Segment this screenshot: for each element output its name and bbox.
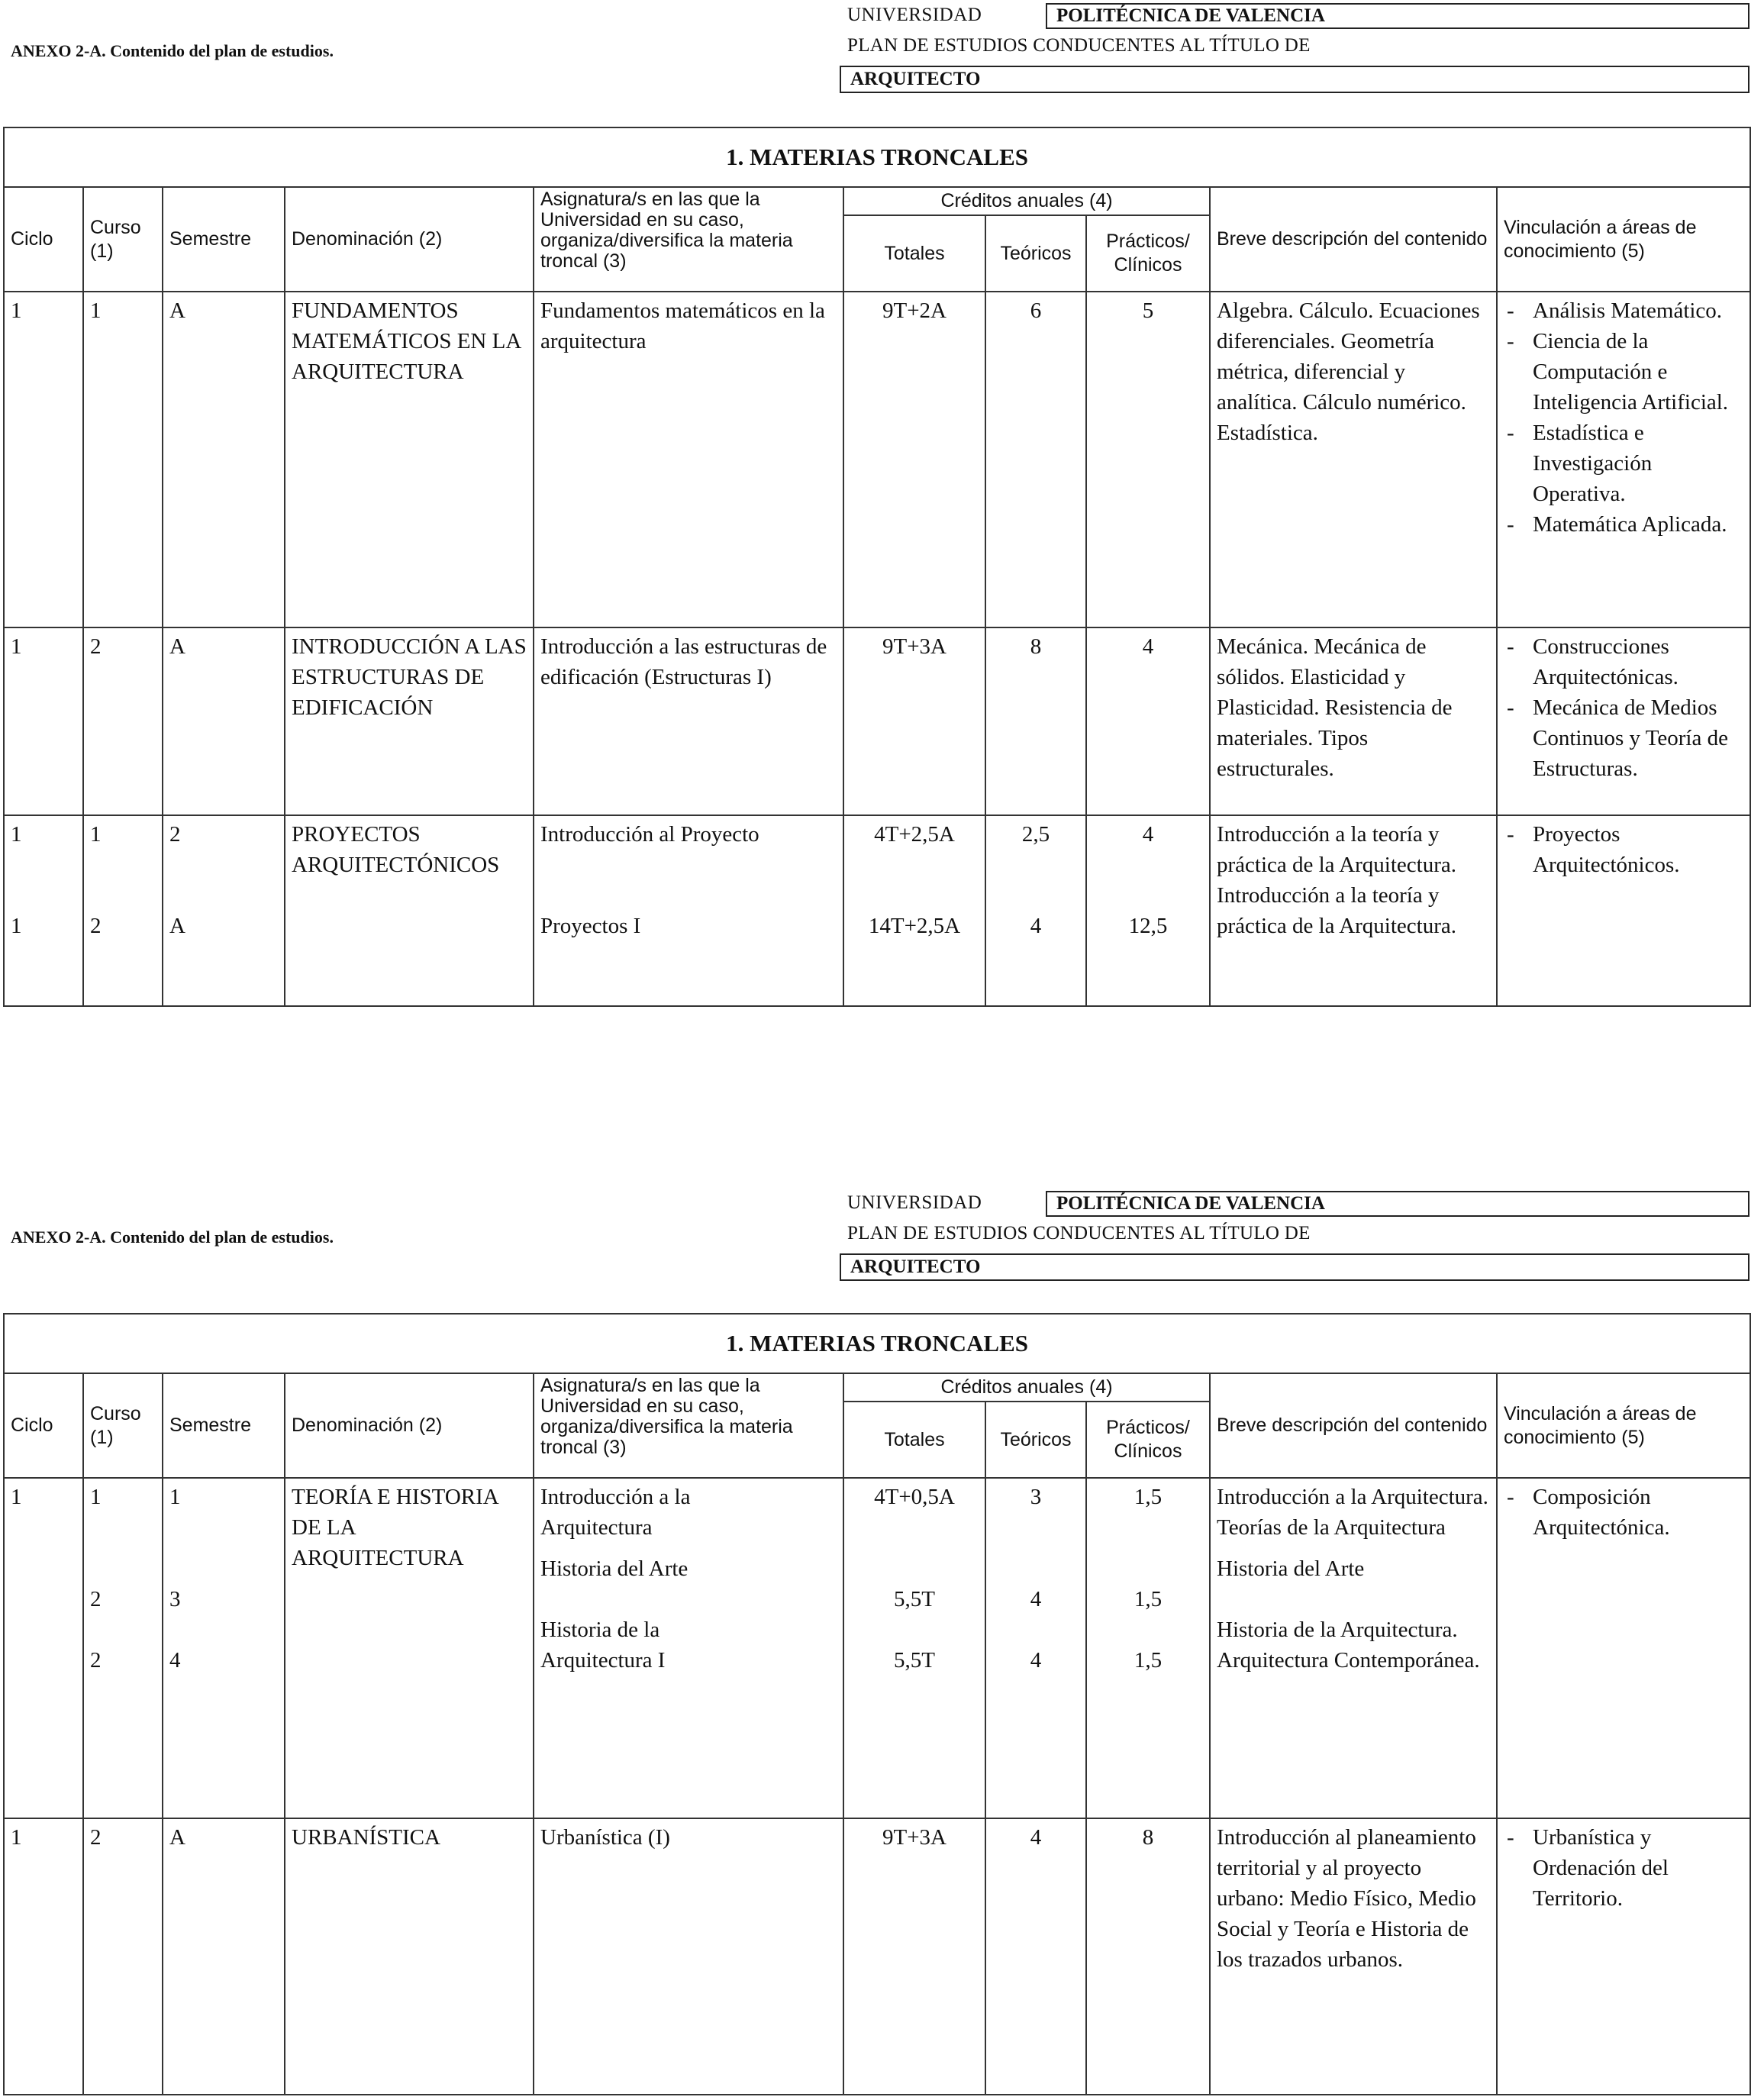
cell-semestre [163,1478,285,1818]
col-totales: Totales [843,1402,985,1478]
cell-asignatura [534,815,843,1006]
cell-descripcion [1210,815,1497,1006]
universidad-value: POLITÉCNICA DE VALENCIA [1046,3,1749,29]
cell-practicos [1086,1478,1210,1818]
col-curso: Curso (1) [83,1373,163,1478]
vinculacion-item: - Urbanística y Ordenación del Territorio. [1504,1822,1743,1914]
universidad-label: UNIVERSIDAD [847,5,982,25]
cell-asignatura: Introducción a las estructuras de edificación (Estructuras I) [534,627,843,815]
col-creditos: Créditos anuales (4) [843,187,1210,215]
cell-curso-value: 2 [90,1587,102,1611]
cell-practicos-value: 12,5 [1128,914,1168,938]
col-ciclo: Ciclo [4,187,83,292]
cell-curso: 2 [83,1818,163,2095]
vinculacion-item: - Estadística e Investigación Operativa. [1504,418,1743,509]
col-ciclo: Ciclo [4,1373,83,1478]
cell-totales [843,815,985,1006]
cell-curso-value: 2 [90,1648,102,1673]
cell-curso-value: 1 [90,1485,102,1509]
vinculacion-item: - Mecánica de Medios Continuos y Teoría de Estructuras. [1504,692,1743,784]
cell-practicos-value: 1,5 [1134,1485,1163,1509]
cell-semestre [163,815,285,1006]
vinculacion-item: - Composición Arquitectónica. [1504,1482,1743,1543]
cell-descripcion: Algebra. Cálculo. Ecuaciones diferenciales. Geometría métrica, diferencial y analítica. Cálculo numérico. Estadística. [1210,292,1497,627]
vinculacion-item: - Construcciones Arquitectónicas. [1504,631,1743,692]
cell-semestre-value: 3 [169,1587,181,1611]
cell-teoricos-value: 4 [1030,1648,1042,1673]
cell-practicos-value: 4 [1142,822,1154,847]
col-asignaturas: Asignatura/s en las que la Universidad en su caso, organiza/diversifica la materia troncal (3) [534,1373,843,1478]
materias-table-page-1 [3,127,1751,1007]
vinculacion-item: - Análisis Matemático. [1504,295,1743,326]
cell-ciclo-value: 1 [11,822,22,847]
cell-semestre-value: 4 [169,1648,181,1673]
col-vinculacion: Vinculación a áreas de conocimiento (5) [1497,187,1750,292]
cell-curso-value: 1 [90,822,102,847]
cell-ciclo-value: 1 [11,914,22,938]
cell-vinculacion [1497,815,1750,1006]
col-vinculacion: Vinculación a áreas de conocimiento (5) [1497,1373,1750,1478]
universidad-label: UNIVERSIDAD [847,1192,982,1213]
cell-teoricos-value: 4 [1030,914,1042,938]
cell-denominacion: INTRODUCCIÓN A LAS ESTRUCTURAS DE EDIFICACIÓN [285,627,534,815]
cell-totales: 9T+2A [843,292,985,627]
materias-table-page-2 [3,1313,1751,2095]
cell-vinculacion [1497,1818,1750,2095]
cell-teoricos [985,1478,1086,1818]
vinculacion-item: - Proyectos Arquitectónicos. [1504,819,1743,880]
cell-ciclo: 1 [4,627,83,815]
cell-vinculacion [1497,627,1750,815]
col-denominacion: Denominación (2) [285,1373,534,1478]
cell-teoricos [985,815,1086,1006]
vinculacion-item: - Matemática Aplicada. [1504,509,1743,540]
col-creditos: Créditos anuales (4) [843,1373,1210,1402]
cell-curso [83,1478,163,1818]
cell-teoricos: 6 [985,292,1086,627]
vinculacion-item: - Ciencia de la Computación e Inteligencia Artificial. [1504,326,1743,418]
cell-totales-value: 4T+2,5A [874,822,955,847]
section-title: 1. MATERIAS TRONCALES [4,127,1750,187]
col-practicos: Prácticos/ Clínicos [1086,1402,1210,1478]
cell-practicos: 5 [1086,292,1210,627]
cell-asignatura-value: Historia de la Arquitectura I [540,1618,666,1673]
cell-denominacion: PROYECTOS ARQUITECTÓNICOS [285,815,534,1006]
cell-practicos-value: 1,5 [1134,1587,1163,1611]
cell-semestre: A [163,627,285,815]
cell-semestre: A [163,1818,285,2095]
cell-teoricos-value: 4 [1030,1587,1042,1611]
cell-descripcion: Introducción al planeamiento territorial y al proyecto urbano: Medio Físico, Medio Social y Teoría e Historia de los trazados urbanos. [1210,1818,1497,2095]
cell-semestre: A [163,292,285,627]
cell-totales [843,1478,985,1818]
col-totales: Totales [843,215,985,292]
cell-teoricos: 8 [985,627,1086,815]
cell-descripcion-value: Introducción a la teoría y práctica de la Arquitectura. [1217,822,1457,877]
cell-practicos: 8 [1086,1818,1210,2095]
plan-label: PLAN DE ESTUDIOS CONDUCENTES AL TÍTULO DE [847,1223,1311,1244]
cell-ciclo: 1 [4,1818,83,2095]
table-row [4,815,1750,1006]
cell-totales: 9T+3A [843,1818,985,2095]
section-title: 1. MATERIAS TRONCALES [4,1314,1750,1373]
universidad-value: POLITÉCNICA DE VALENCIA [1046,1191,1749,1217]
table-row [4,1818,1750,2095]
cell-descripcion [1210,1478,1497,1818]
cell-practicos: 4 [1086,627,1210,815]
cell-semestre-value: A [169,914,185,938]
col-practicos: Prácticos/ Clínicos [1086,215,1210,292]
col-semestre: Semestre [163,187,285,292]
cell-asignatura-value: Proyectos I [540,914,641,938]
cell-asignatura-value: Introducción a la Arquitectura [540,1485,691,1540]
cell-descripcion-value: Historia del Arte [1217,1556,1365,1581]
cell-vinculacion [1497,1478,1750,1818]
anexo-title: ANEXO 2-A. Contenido del plan de estudios. [11,41,334,60]
anexo-title: ANEXO 2-A. Contenido del plan de estudios. [11,1227,334,1247]
cell-asignatura: Fundamentos matemáticos en la arquitectura [534,292,843,627]
cell-ciclo: 1 [4,292,83,627]
table-row [4,292,1750,627]
titulo-value: ARQUITECTO [840,66,1749,93]
cell-teoricos: 4 [985,1818,1086,2095]
cell-totales-value: 5,5T [894,1648,935,1673]
cell-asignatura: Urbanística (I) [534,1818,843,2095]
cell-practicos-value: 1,5 [1134,1648,1163,1673]
cell-descripcion: Mecánica. Mecánica de sólidos. Elasticidad y Plasticidad. Resistencia de materiales. Tipos estructurales. [1210,627,1497,815]
cell-curso: 1 [83,292,163,627]
cell-curso-value: 2 [90,914,102,938]
cell-denominacion: URBANÍSTICA [285,1818,534,2095]
titulo-value: ARQUITECTO [840,1253,1749,1281]
col-teoricos: Teóricos [985,1402,1086,1478]
cell-practicos [1086,815,1210,1006]
cell-totales-value: 14T+2,5A [868,914,961,938]
cell-asignatura-value: Introducción al Proyecto [540,822,759,847]
col-teoricos: Teóricos [985,215,1086,292]
cell-totales-value: 4T+0,5A [874,1485,955,1509]
table-row [4,627,1750,815]
col-curso: Curso (1) [83,187,163,292]
cell-ciclo [4,815,83,1006]
col-asignaturas: Asignatura/s en las que la Universidad en su caso, organiza/diversifica la materia troncal (3) [534,187,843,292]
cell-asignatura [534,1478,843,1818]
cell-denominacion: FUNDAMENTOS MATEMÁTICOS EN LA ARQUITECTURA [285,292,534,627]
table-row [4,1478,1750,1818]
cell-curso: 2 [83,627,163,815]
cell-curso [83,815,163,1006]
cell-semestre-value: 2 [169,822,181,847]
cell-asignatura-value: Historia del Arte [540,1556,689,1581]
cell-descripcion-value: Introducción a la Arquitectura. Teorías de la Arquitectura [1217,1485,1488,1540]
cell-teoricos-value: 3 [1030,1485,1042,1509]
cell-semestre-value: 1 [169,1485,181,1509]
cell-descripcion-value: Historia de la Arquitectura. Arquitectura Contemporánea. [1217,1618,1480,1673]
cell-ciclo: 1 [4,1478,83,1818]
cell-descripcion-value: Introducción a la teoría y práctica de la Arquitectura. [1217,883,1457,938]
col-semestre: Semestre [163,1373,285,1478]
cell-totales: 9T+3A [843,627,985,815]
cell-denominacion: TEORÍA E HISTORIA DE LA ARQUITECTURA [285,1478,534,1818]
col-descripcion: Breve descripción del contenido [1210,1373,1497,1478]
cell-vinculacion [1497,292,1750,627]
cell-totales-value: 5,5T [894,1587,935,1611]
col-denominacion: Denominación (2) [285,187,534,292]
plan-label: PLAN DE ESTUDIOS CONDUCENTES AL TÍTULO DE [847,35,1311,56]
cell-teoricos-value: 2,5 [1021,822,1050,847]
col-descripcion: Breve descripción del contenido [1210,187,1497,292]
